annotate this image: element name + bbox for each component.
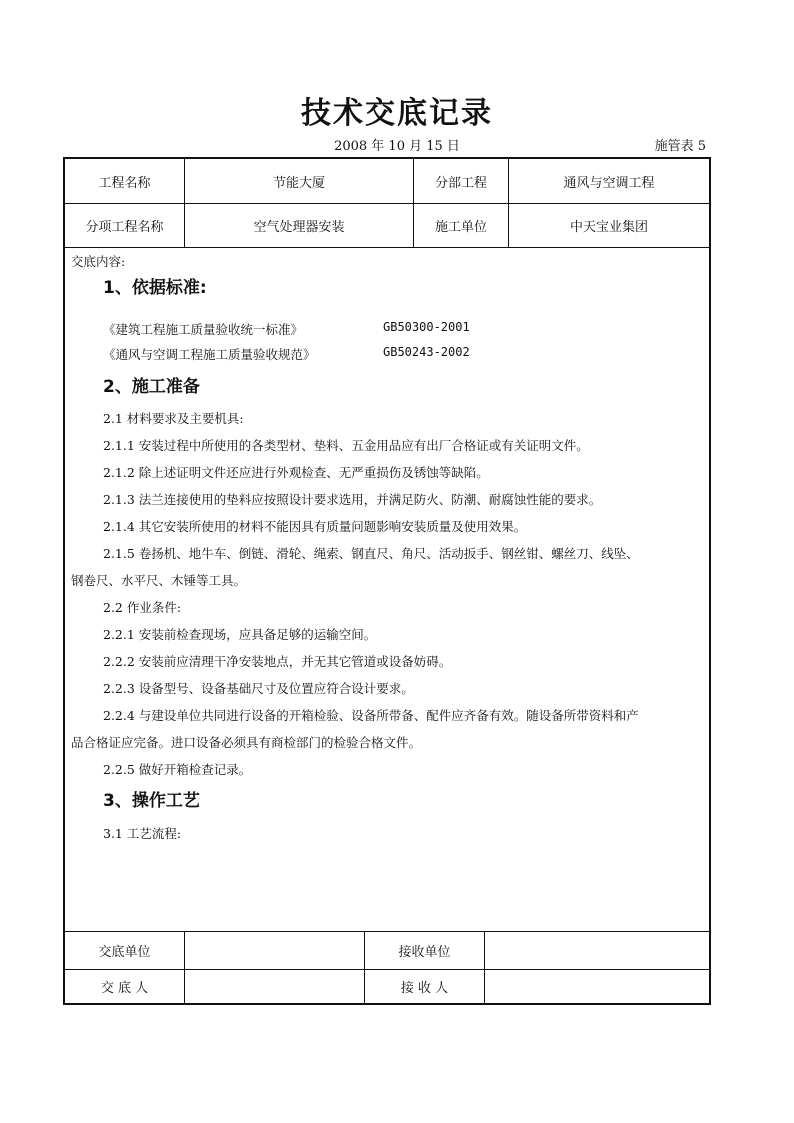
discloser-unit-field[interactable] <box>185 931 365 969</box>
project-name-value: 节能大厦 <box>185 159 414 203</box>
paragraph: 2.1.1 安装过程中所使用的各类型材、垫料、五金用品应有出厂合格证或有关证明文件。 <box>103 438 589 453</box>
receiver-unit-field[interactable] <box>485 931 709 969</box>
receiver-person-field[interactable] <box>485 969 709 1003</box>
discloser-person-label: 交 底 人 <box>65 969 185 1003</box>
paragraph: 3.1 工艺流程: <box>103 826 182 841</box>
receiver-person-label: 接 收 人 <box>365 969 485 1003</box>
footer-row-units <box>65 931 709 970</box>
section-1-heading: 1、依据标准: <box>103 278 207 298</box>
standard-name: 《通风与空调工程施工质量验收规范》 <box>103 347 316 362</box>
division-label: 分部工程 <box>414 159 509 203</box>
paragraph: 2.1 材料要求及主要机具: <box>103 411 244 426</box>
discloser-unit-label: 交底单位 <box>65 931 185 969</box>
record-sheet <box>63 157 711 1005</box>
section-2-heading: 2、施工准备 <box>103 377 200 397</box>
paragraph-continued: 品合格证应完备。进口设备必须具有商检部门的检验合格文件。 <box>71 735 422 750</box>
form-number: 施管表 5 <box>654 139 706 154</box>
project-name-label: 工程名称 <box>65 159 185 203</box>
document-title: 技术交底记录 <box>301 96 493 131</box>
section-3-heading: 3、操作工艺 <box>103 791 200 811</box>
standard-item <box>103 345 699 363</box>
standard-name: 《建筑工程施工质量验收统一标准》 <box>103 322 304 337</box>
paragraph: 2.2.5 做好开箱检查记录。 <box>103 762 252 777</box>
paragraph: 2.2 作业条件: <box>103 600 182 615</box>
document-date: 2008 年 10 月 15 日 <box>334 139 460 154</box>
standard-code: GB50300-2001 <box>383 320 470 334</box>
paragraph: 2.2.3 设备型号、设备基础尺寸及位置应符合设计要求。 <box>103 681 414 696</box>
subitem-label: 分项工程名称 <box>65 203 185 247</box>
contractor-value: 中天宝业集团 <box>569 219 648 235</box>
paragraph: 2.1.4 其它安装所使用的材料不能因具有质量问题影响安装质量及使用效果。 <box>103 519 527 534</box>
paragraph: 2.1.3 法兰连接使用的垫料应按照设计要求选用，并满足防火、防潮、耐腐蚀性能的要求。 <box>103 492 602 507</box>
subitem-value: 空气处理器安装 <box>185 203 414 247</box>
paragraph: 2.2.4 与建设单位共同进行设备的开箱检验、设备所带备、配件应齐备有效。随设备所带资料和产 <box>103 708 639 723</box>
paragraph: 2.1.2 除上述证明文件还应进行外观检查、无严重损伤及锈蚀等缺陷。 <box>103 465 489 480</box>
header-row-subitem <box>65 203 709 248</box>
standard-item <box>103 320 699 338</box>
division-value: 通风与空调工程 <box>563 175 655 191</box>
content-label: 交底内容: <box>71 254 126 269</box>
header-row-project <box>65 159 709 204</box>
paragraph: 2.2.2 安装前应清理干净安装地点，并无其它管道或设备妨碍。 <box>103 654 452 669</box>
paragraph: 2.1.5 卷扬机、地牛车、倒链、滑轮、绳索、钢直尺、角尺、活动扳手、钢丝钳、螺丝刀、线坠、 <box>103 546 639 561</box>
paragraph-continued: 钢卷尺、水平尺、木锤等工具。 <box>71 573 247 588</box>
footer-row-persons <box>65 969 709 1003</box>
paragraph: 2.2.1 安装前检查现场，应具备足够的运输空间。 <box>103 627 377 642</box>
standard-code: GB50243-2002 <box>383 345 470 359</box>
receiver-unit-label: 接收单位 <box>365 931 485 969</box>
discloser-person-field[interactable] <box>185 969 365 1003</box>
disclosure-content <box>65 247 709 932</box>
contractor-label: 施工单位 <box>414 203 509 247</box>
